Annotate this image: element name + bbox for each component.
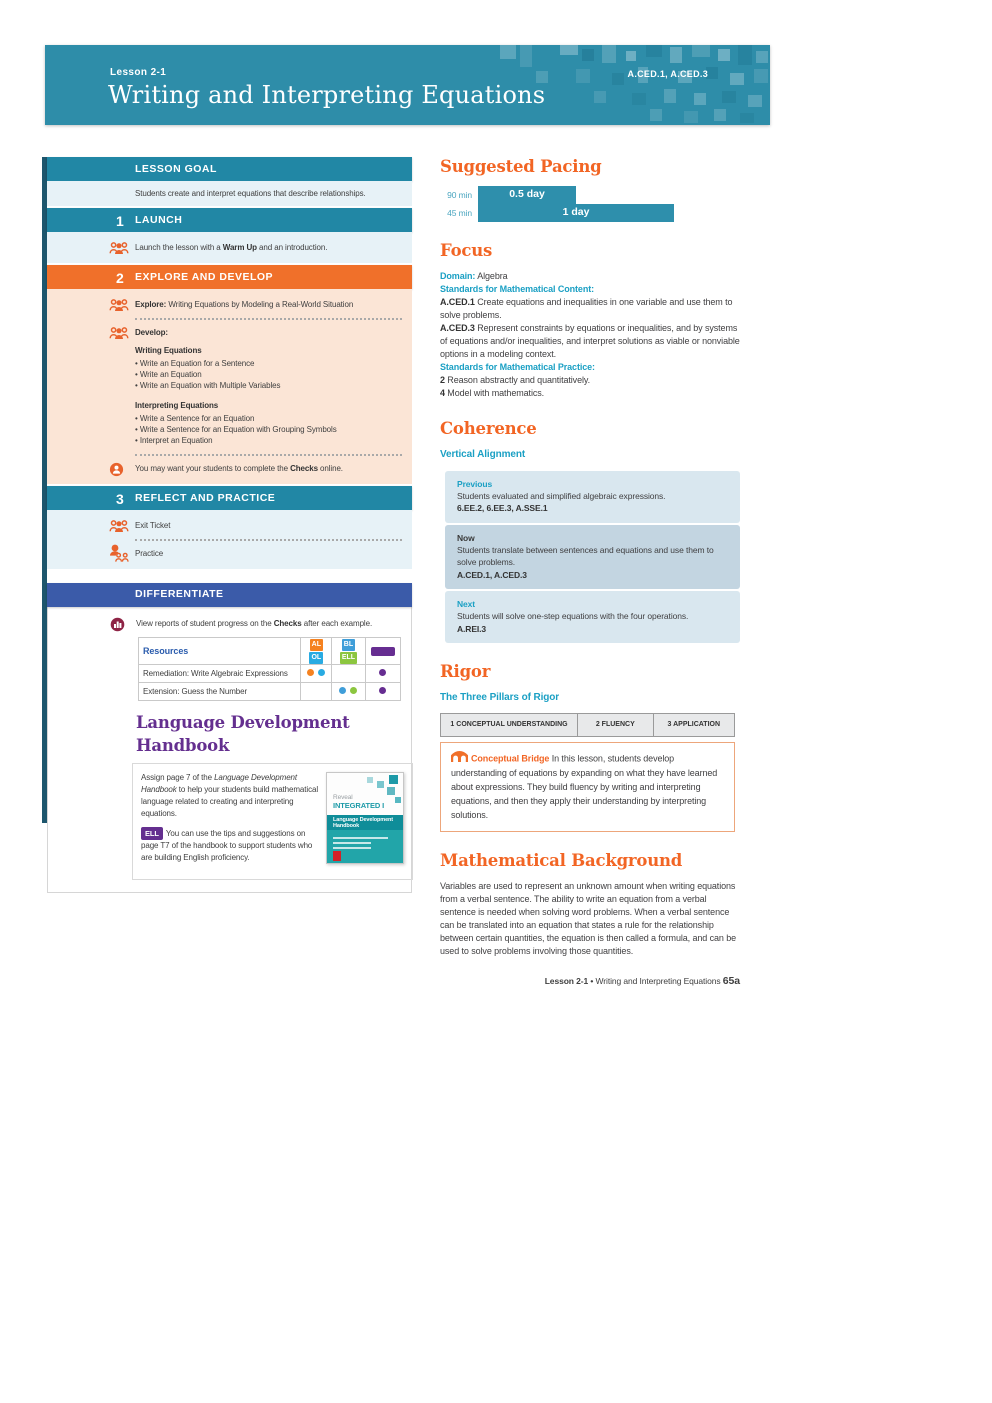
domain-label: Domain: <box>440 270 476 281</box>
writing-equations-heading: Writing Equations <box>135 345 202 355</box>
pillar-application: 3 APPLICATION <box>667 721 721 729</box>
reports-text-prefix: View reports of student progress on the <box>136 618 274 628</box>
reflect-step-number: 3 <box>116 491 125 508</box>
list-item: • Write a Sentence for an Equation <box>135 413 402 424</box>
differentiate-panel <box>47 607 412 893</box>
reports-text-suffix: after each example. <box>301 618 373 628</box>
level-badge-ol: OL <box>309 652 323 664</box>
publisher-logo <box>333 851 341 861</box>
lesson-goal-text: Students create and interpret equations that describe relationships. <box>135 189 366 198</box>
explore-develop-header-bar <box>47 265 412 289</box>
previous-box <box>445 471 740 523</box>
differentiate-header-bar <box>47 583 412 607</box>
vertical-alignment-subheading: Vertical Alignment <box>440 449 526 461</box>
content-standards-label: Standards for Mathematical Content: <box>440 283 595 294</box>
practice-label: Practice <box>135 548 164 558</box>
three-pillars-subheading: The Three Pillars of Rigor <box>440 691 560 703</box>
explore-develop-header: EXPLORE AND DEVELOP <box>135 271 274 284</box>
next-title: Next <box>457 598 476 609</box>
exit-ticket-label: Exit Ticket <box>135 521 171 531</box>
level-dots-cell <box>332 664 365 682</box>
handbook-box <box>132 763 413 880</box>
suggested-pacing-heading: Suggested Pacing <box>440 157 602 176</box>
conceptual-bridge-label: Conceptual Bridge <box>471 753 550 764</box>
bar-chart-icon <box>110 617 125 635</box>
rigor-heading: Rigor <box>440 661 491 681</box>
standards-codes: A.CED.1, A.CED.3 <box>627 69 708 79</box>
lesson-goal-header: LESSON GOAL <box>135 162 217 175</box>
interpreting-equations-list <box>135 413 402 447</box>
table-row <box>139 664 401 682</box>
table-row <box>139 682 401 700</box>
list-item: • Interpret an Equation <box>135 435 402 446</box>
reflect-practice-header: REFLECT AND PRACTICE <box>135 492 276 505</box>
resource-level-dot <box>379 687 386 694</box>
launch-header-bar <box>47 208 412 232</box>
resource-label: Extension: Guess the Number <box>139 682 301 700</box>
reports-text-bold: Checks <box>273 618 302 628</box>
practice-code: 4 <box>440 388 445 399</box>
standard-line <box>440 322 742 361</box>
mathematical-background-heading: Mathematical Background <box>440 851 683 871</box>
coherence-heading: Coherence <box>440 419 537 439</box>
pacing-chart <box>440 186 742 222</box>
standard-code: A.CED.3 <box>440 323 475 334</box>
pacing-bar: 1 day <box>478 204 674 222</box>
pacing-minutes-label: 45 min <box>447 207 472 218</box>
handbook-section-title: Language Development Handbook <box>136 712 350 755</box>
handbook-paragraph-2 <box>141 827 318 864</box>
digital-dot-cell <box>365 664 400 682</box>
checks-text-prefix: You may want your students to complete the <box>135 464 291 474</box>
level-badge-ell: ELL <box>340 652 357 664</box>
person-icon <box>109 462 124 480</box>
level-dots-cell <box>301 664 332 682</box>
footer-lesson: Lesson 2-1 <box>544 976 589 987</box>
explore-develop-box <box>47 289 412 484</box>
checks-text-suffix: online. <box>317 464 343 474</box>
digital-dot-cell <box>365 682 400 700</box>
interpreting-equations-heading: Interpreting Equations <box>135 400 219 410</box>
resource-level-dot <box>339 687 346 694</box>
level-dots-cell <box>332 682 365 700</box>
handbook-p1-italic: Language Development Handbook <box>141 772 298 794</box>
pacing-minutes-label: 90 min <box>447 189 472 200</box>
lesson-banner <box>45 45 770 125</box>
pacing-bar: 0.5 day <box>478 186 576 204</box>
previous-text: Students evaluated and simplified algebraic expressions. <box>457 491 666 502</box>
handbook-paragraph-1 <box>141 772 318 820</box>
dashed-divider <box>135 454 402 456</box>
pacing-row <box>440 186 742 204</box>
cover-title: Language Development Handbook <box>327 815 403 830</box>
develop-label: Develop: <box>135 327 168 337</box>
group-icon <box>109 241 129 258</box>
vertical-alignment-boxes <box>440 471 742 643</box>
level-badge-bl: BL <box>342 639 355 651</box>
now-text: Students translate between sentences and equations and use them to solve problems. <box>457 544 714 568</box>
previous-title: Previous <box>457 478 493 489</box>
lesson-info-column <box>440 155 742 990</box>
lesson-goal-header-bar <box>47 157 412 181</box>
pillar-fluency: 2 FLUENCY <box>578 714 654 736</box>
mathematical-background-text: Variables are used to represent an unknown amount when writing equations from a verbal sentence. The ability to write an equation from a verbal sentence is needed when solving word problems. When a verbal sentence can be translated into an equation that states a rule for the relationship between certain quantities, the equation is then called a formula, and can be used to solve problems involving those quantities. <box>440 881 737 957</box>
pillar-conceptual-understanding: 1 CONCEPTUAL UNDERSTANDING <box>441 714 578 736</box>
list-item: • Write an Equation <box>135 369 402 380</box>
launch-step-number: 1 <box>116 213 125 230</box>
group-icon <box>109 298 129 315</box>
practice-code: 2 <box>440 375 445 386</box>
practice-text: Model with mathematics. <box>444 388 545 399</box>
explore-text: Writing Equations by Modeling a Real-World Situation <box>166 300 354 310</box>
handbook-p1-prefix: Assign page 7 of the <box>141 772 215 782</box>
handbook-cover-image <box>326 772 404 864</box>
digital-badge <box>371 647 395 656</box>
launch-box <box>47 232 412 263</box>
handbook-p1-suffix: to help your students build mathematical language related to creating and interpreting equations. <box>141 784 319 818</box>
previous-codes: 6.EE.2, 6.EE.3, A.SSE.1 <box>457 503 548 514</box>
practice-text: Reason abstractly and quantitatively. <box>444 375 591 386</box>
now-box <box>445 525 740 589</box>
list-item: • Write an Equation for a Sentence <box>135 358 402 369</box>
resources-column-header: Resources <box>143 645 189 656</box>
launch-text-bold: Warm Up <box>222 243 257 253</box>
cover-text-line <box>333 837 388 839</box>
practice-line <box>440 374 742 387</box>
person-group-icon <box>109 544 129 566</box>
resource-level-dot <box>318 669 325 676</box>
launch-text-suffix: and an introduction. <box>256 243 328 253</box>
handbook-p2-text: You can use the tips and suggestions on page T7 of the handbook to support students who are building English proficiency. <box>141 828 313 863</box>
standard-code: A.CED.1 <box>440 296 475 307</box>
reflect-practice-header-bar <box>47 486 412 510</box>
lesson-goal-box <box>47 181 412 206</box>
explore-step-number: 2 <box>116 270 125 287</box>
focus-heading: Focus <box>440 240 493 260</box>
lesson-number-label: Lesson 2-1 <box>110 67 167 78</box>
conceptual-bridge-box <box>440 742 735 832</box>
footer-separator: • <box>588 976 596 987</box>
level-dots-cell <box>301 682 332 700</box>
writing-equations-list <box>135 358 402 392</box>
cover-series: INTEGRATED I <box>333 800 385 810</box>
pacing-row <box>440 204 742 222</box>
launch-text-prefix: Launch the lesson with a <box>135 243 223 253</box>
domain-value: Algebra <box>475 270 508 281</box>
differentiate-header: DIFFERENTIATE <box>135 588 224 601</box>
standard-text: Represent constraints by equations or inequalities, and by systems of equations and/or inequalities, and interpret solutions as viable or nonviable options in a modeling context. <box>440 323 740 360</box>
now-title: Now <box>457 532 475 543</box>
bridge-icon <box>451 751 468 767</box>
focus-domain-line <box>440 270 742 283</box>
next-text: Students will solve one-step equations with the four operations. <box>457 611 689 622</box>
checks-text-bold: Checks <box>290 464 318 474</box>
cover-text-line <box>333 842 371 844</box>
list-item: • Write an Equation with Multiple Variables <box>135 380 402 391</box>
level-badge-al: AL <box>310 639 323 651</box>
rigor-pillars-header <box>440 713 735 737</box>
footer-page-number: 65a <box>722 975 740 988</box>
reflect-practice-box <box>47 510 412 568</box>
dashed-divider <box>135 318 402 320</box>
practice-line <box>440 387 742 400</box>
cover-brand: Reveal <box>333 793 353 801</box>
dashed-divider <box>135 539 402 541</box>
now-codes: A.CED.1, A.CED.3 <box>457 569 527 580</box>
launch-header: LAUNCH <box>135 213 183 226</box>
resource-level-dot <box>379 669 386 676</box>
focus-section <box>440 270 742 400</box>
practice-standards-label: Standards for Mathematical Practice: <box>440 362 595 373</box>
lesson-plan-column <box>47 157 412 893</box>
explore-label: Explore: <box>135 300 167 310</box>
resources-table-header-row <box>139 638 401 665</box>
next-box <box>445 591 740 643</box>
resource-label: Remediation: Write Algebraic Expressions <box>139 664 301 682</box>
group-icon <box>109 326 129 343</box>
resource-level-dot <box>307 669 314 676</box>
standard-text: Create equations and inequalities in one variable and use them to solve problems. <box>440 296 733 320</box>
footer-title: Writing and Interpreting Equations <box>595 976 723 987</box>
next-codes: A.REI.3 <box>457 623 487 634</box>
resource-level-dot <box>350 687 357 694</box>
page-footer <box>440 974 740 989</box>
group-icon <box>109 519 129 536</box>
list-item: • Write a Sentence for an Equation with Grouping Symbols <box>135 424 402 435</box>
cover-lower-area <box>327 830 403 864</box>
standard-line <box>440 296 742 322</box>
resources-table <box>138 637 401 701</box>
cover-text-line <box>333 847 371 849</box>
conceptual-bridge-text: In this lesson, students develop understanding of equations by expanding on what they have learned about expressions. They build fluency by writing and interpreting equations, and then they apply their understanding by interpreting solutions. <box>451 753 718 821</box>
ell-badge: ELL <box>141 827 163 840</box>
page-title: Writing and Interpreting Equations <box>108 81 546 109</box>
